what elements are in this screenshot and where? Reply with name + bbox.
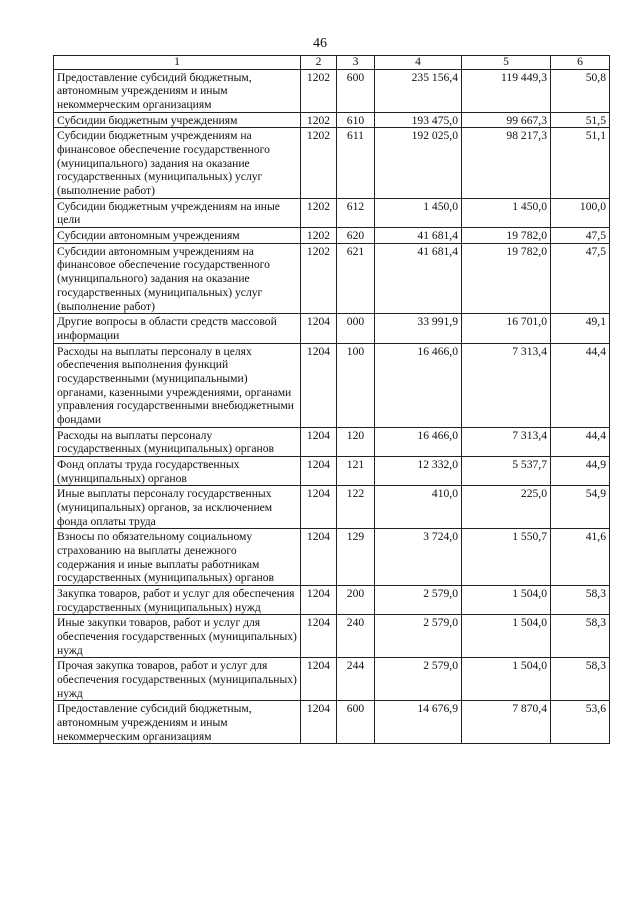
table-row (54, 112, 610, 128)
row-percent: 44,4 (551, 343, 610, 427)
header-col-4: 4 (375, 56, 462, 70)
row-expense-kind: 122 (337, 486, 375, 529)
table-row (54, 456, 610, 485)
row-section-code: 1202 (301, 128, 337, 198)
row-expense-kind: 129 (337, 529, 375, 586)
row-expense-kind: 000 (337, 314, 375, 343)
row-actual-amount: 1 504,0 (462, 585, 551, 614)
header-col-5: 5 (462, 56, 551, 70)
row-percent: 41,6 (551, 529, 610, 586)
row-expense-kind: 611 (337, 128, 375, 198)
table-row (54, 343, 610, 427)
table-row (54, 658, 610, 701)
row-name: Расходы на выплаты персоналу в целях обеспечения выполнения функций государственными (муниципальными) органами, казенными учреждениями, органами управления государственными внебюджетными фондами (54, 343, 301, 427)
row-percent: 49,1 (551, 314, 610, 343)
row-expense-kind: 621 (337, 243, 375, 313)
row-name: Фонд оплаты труда государственных (муниципальных) органов (54, 456, 301, 485)
row-expense-kind: 100 (337, 343, 375, 427)
row-name: Иные закупки товаров, работ и услуг для обеспечения государственных (муниципальных) нужд (54, 615, 301, 658)
row-section-code: 1202 (301, 69, 337, 112)
row-name: Субсидии бюджетным учреждениям на финансовое обеспечение государственного (муниципального) задания на оказание государственных (муниципальных) услуг (выполнение работ) (54, 128, 301, 198)
row-actual-amount: 1 450,0 (462, 198, 551, 227)
row-percent: 51,5 (551, 112, 610, 128)
row-expense-kind: 620 (337, 228, 375, 244)
table-row (54, 243, 610, 313)
row-actual-amount: 99 667,3 (462, 112, 551, 128)
row-percent: 51,1 (551, 128, 610, 198)
row-section-code: 1204 (301, 585, 337, 614)
row-actual-amount: 16 701,0 (462, 314, 551, 343)
row-expense-kind: 612 (337, 198, 375, 227)
row-expense-kind: 200 (337, 585, 375, 614)
table-row (54, 198, 610, 227)
table-row (54, 529, 610, 586)
row-plan-amount: 2 579,0 (375, 615, 462, 658)
row-name: Иные выплаты персоналу государственных (муниципальных) органов, за исключением фонда оплаты труда (54, 486, 301, 529)
row-plan-amount: 14 676,9 (375, 701, 462, 744)
row-name: Другие вопросы в области средств массовой информации (54, 314, 301, 343)
row-percent: 44,4 (551, 427, 610, 456)
row-actual-amount: 19 782,0 (462, 228, 551, 244)
row-plan-amount: 410,0 (375, 486, 462, 529)
row-percent: 58,3 (551, 658, 610, 701)
row-plan-amount: 193 475,0 (375, 112, 462, 128)
row-percent: 54,9 (551, 486, 610, 529)
header-col-3: 3 (337, 56, 375, 70)
header-col-6: 6 (551, 56, 610, 70)
table-row (54, 228, 610, 244)
row-section-code: 1204 (301, 486, 337, 529)
table-row (54, 701, 610, 744)
row-section-code: 1204 (301, 615, 337, 658)
row-percent: 44,9 (551, 456, 610, 485)
row-percent: 50,8 (551, 69, 610, 112)
row-section-code: 1204 (301, 314, 337, 343)
table-header-row (54, 56, 610, 70)
row-actual-amount: 98 217,3 (462, 128, 551, 198)
row-name: Субсидии бюджетным учреждениям (54, 112, 301, 128)
table-row (54, 427, 610, 456)
row-name: Прочая закупка товаров, работ и услуг для обеспечения государственных (муниципальных) нужд (54, 658, 301, 701)
header-col-1: 1 (54, 56, 301, 70)
row-actual-amount: 119 449,3 (462, 69, 551, 112)
row-plan-amount: 235 156,4 (375, 69, 462, 112)
row-actual-amount: 1 504,0 (462, 615, 551, 658)
row-plan-amount: 3 724,0 (375, 529, 462, 586)
row-percent: 47,5 (551, 228, 610, 244)
row-plan-amount: 2 579,0 (375, 658, 462, 701)
row-plan-amount: 12 332,0 (375, 456, 462, 485)
row-percent: 53,6 (551, 701, 610, 744)
table-row (54, 585, 610, 614)
row-actual-amount: 7 313,4 (462, 343, 551, 427)
row-actual-amount: 1 550,7 (462, 529, 551, 586)
row-name: Предоставление субсидий бюджетным, автономным учреждениям и иным некоммерческим организациям (54, 69, 301, 112)
row-section-code: 1202 (301, 112, 337, 128)
table-row (54, 314, 610, 343)
row-expense-kind: 600 (337, 701, 375, 744)
row-actual-amount: 7 313,4 (462, 427, 551, 456)
row-expense-kind: 240 (337, 615, 375, 658)
row-name: Субсидии автономным учреждениям (54, 228, 301, 244)
row-section-code: 1204 (301, 658, 337, 701)
row-plan-amount: 1 450,0 (375, 198, 462, 227)
row-name: Взносы по обязательному социальному страхованию на выплаты денежного содержания и иные выплаты работникам государственных (муниципальных) органов (54, 529, 301, 586)
row-actual-amount: 19 782,0 (462, 243, 551, 313)
row-section-code: 1204 (301, 427, 337, 456)
row-name: Субсидии бюджетным учреждениям на иные цели (54, 198, 301, 227)
row-actual-amount: 225,0 (462, 486, 551, 529)
row-expense-kind: 121 (337, 456, 375, 485)
row-plan-amount: 192 025,0 (375, 128, 462, 198)
table-row (54, 615, 610, 658)
row-section-code: 1202 (301, 243, 337, 313)
row-actual-amount: 1 504,0 (462, 658, 551, 701)
row-plan-amount: 2 579,0 (375, 585, 462, 614)
row-section-code: 1204 (301, 701, 337, 744)
row-plan-amount: 41 681,4 (375, 243, 462, 313)
row-actual-amount: 5 537,7 (462, 456, 551, 485)
row-plan-amount: 41 681,4 (375, 228, 462, 244)
row-actual-amount: 7 870,4 (462, 701, 551, 744)
budget-table (53, 55, 610, 744)
row-plan-amount: 16 466,0 (375, 427, 462, 456)
row-name: Субсидии автономным учреждениям на финансовое обеспечение государственного (муниципального) задания на оказание государственных (муниципальных) услуг (выполнение работ) (54, 243, 301, 313)
row-expense-kind: 600 (337, 69, 375, 112)
row-name: Закупка товаров, работ и услуг для обеспечения государственных (муниципальных) нужд (54, 585, 301, 614)
table-row (54, 128, 610, 198)
row-name: Предоставление субсидий бюджетным, автономным учреждениям и иным некоммерческим организациям (54, 701, 301, 744)
row-expense-kind: 120 (337, 427, 375, 456)
row-percent: 47,5 (551, 243, 610, 313)
row-percent: 100,0 (551, 198, 610, 227)
row-section-code: 1202 (301, 198, 337, 227)
table-row (54, 69, 610, 112)
header-col-2: 2 (301, 56, 337, 70)
row-section-code: 1204 (301, 343, 337, 427)
row-plan-amount: 16 466,0 (375, 343, 462, 427)
page-number: 46 (313, 36, 327, 51)
table-row (54, 486, 610, 529)
row-percent: 58,3 (551, 615, 610, 658)
row-percent: 58,3 (551, 585, 610, 614)
row-name: Расходы на выплаты персоналу государственных (муниципальных) органов (54, 427, 301, 456)
row-section-code: 1204 (301, 529, 337, 586)
row-section-code: 1202 (301, 228, 337, 244)
row-plan-amount: 33 991,9 (375, 314, 462, 343)
row-expense-kind: 244 (337, 658, 375, 701)
row-expense-kind: 610 (337, 112, 375, 128)
row-section-code: 1204 (301, 456, 337, 485)
